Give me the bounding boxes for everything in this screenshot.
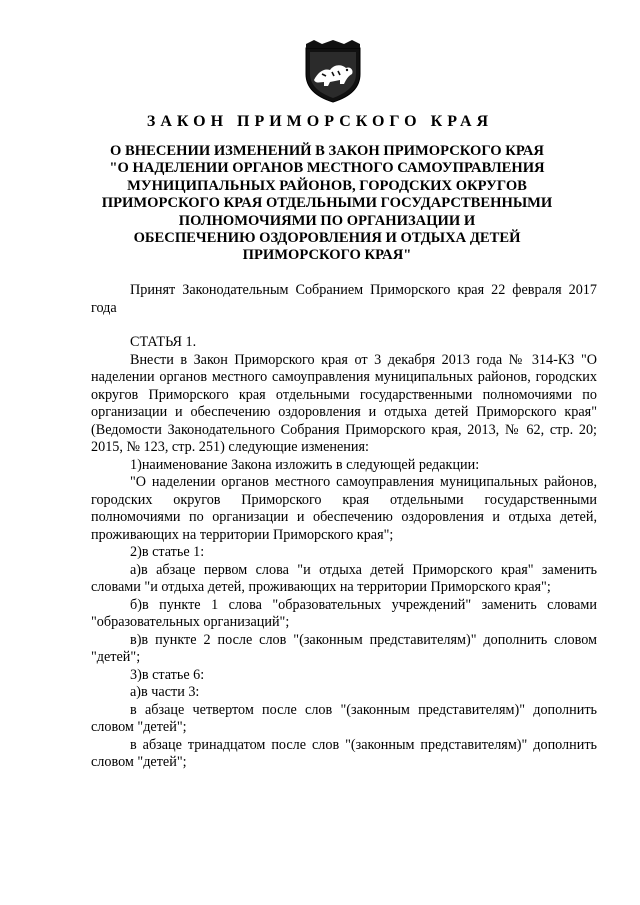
paragraph: б)в пункте 1 слова "образовательных учреждений" заменить словами "образовательных организаций"; [91,596,597,630]
paragraph: а)в части 3: [130,684,200,700]
law-heading: ЗАКОН ПРИМОРСКОГО КРАЯ [146,113,494,130]
paragraph: в)в пункте 2 после слов "(законным представителям)" дополнить словом "детей"; [91,631,597,665]
title-line: ПРИМОРСКОГО КРАЯ" [242,247,412,264]
coat-of-arms-emblem [300,40,366,104]
title-line: "О НАДЕЛЕНИИ ОРГАНОВ МЕСТНОГО САМОУПРАВЛЕНИЯ [109,160,545,177]
paragraph: а)в абзаце первом слова "и отдыха детей Приморского края" заменить словами "и отдыха детей, проживающих на территории Приморского края"; [91,561,597,595]
law-body [91,282,597,772]
paragraph: в абзаце тринадцатом после слов "(законным представителям)" дополнить словом "детей"; [91,736,597,770]
paragraph: в абзаце четвертом после слов "(законным представителям)" дополнить словом "детей"; [91,701,597,735]
title-line: МУНИЦИПАЛЬНЫХ РАЙОНОВ, ГОРОДСКИХ ОКРУГОВ [127,177,527,194]
title-line: ПРИМОРСКОГО КРАЯ ОТДЕЛЬНЫМИ ГОСУДАРСТВЕННЫМИ [101,195,553,212]
title-line: ПОЛНОМОЧИЯМИ ПО ОРГАНИЗАЦИИ И [178,212,476,229]
article-heading: СТАТЬЯ 1. [130,334,197,350]
adoption-note: Принят Законодательным Собранием Приморского края 22 февраля 2017 года [91,282,597,316]
paragraph: Внести в Закон Приморского края от 3 декабря 2013 года № 314-КЗ "О наделении органов местного самоуправления муниципальных районов, городских округов Приморского края отдельными государственными полномочиями по организации и обеспечению оздоровления и отдыха детей Приморского края" (Ведомости Законодательного Собрания Приморского края, 2013, № 62, стр. 20; 2015, № 123, стр. 251) следующие изменения: [91,351,597,455]
title-line: ОБЕСПЕЧЕНИЮ ОЗДОРОВЛЕНИЯ И ОТДЫХА ДЕТЕЙ [133,230,521,247]
paragraph: 1)наименование Закона изложить в следующей редакции: [130,456,480,473]
paragraph: "О наделении органов местного самоуправления муниципальных районов, городских округов Приморского края отдельными государственными полномочиями по организации и обеспечению оздоровления и отдыха детей, проживающих на территории Приморского края"; [91,474,597,543]
title-line: О ВНЕСЕНИИ ИЗМЕНЕНИЙ В ЗАКОН ПРИМОРСКОГО КРАЯ [110,143,544,159]
law-title [92,143,562,265]
paragraph: 3)в статье 6: [130,666,205,683]
paragraph: 2)в статье 1: [130,544,205,560]
